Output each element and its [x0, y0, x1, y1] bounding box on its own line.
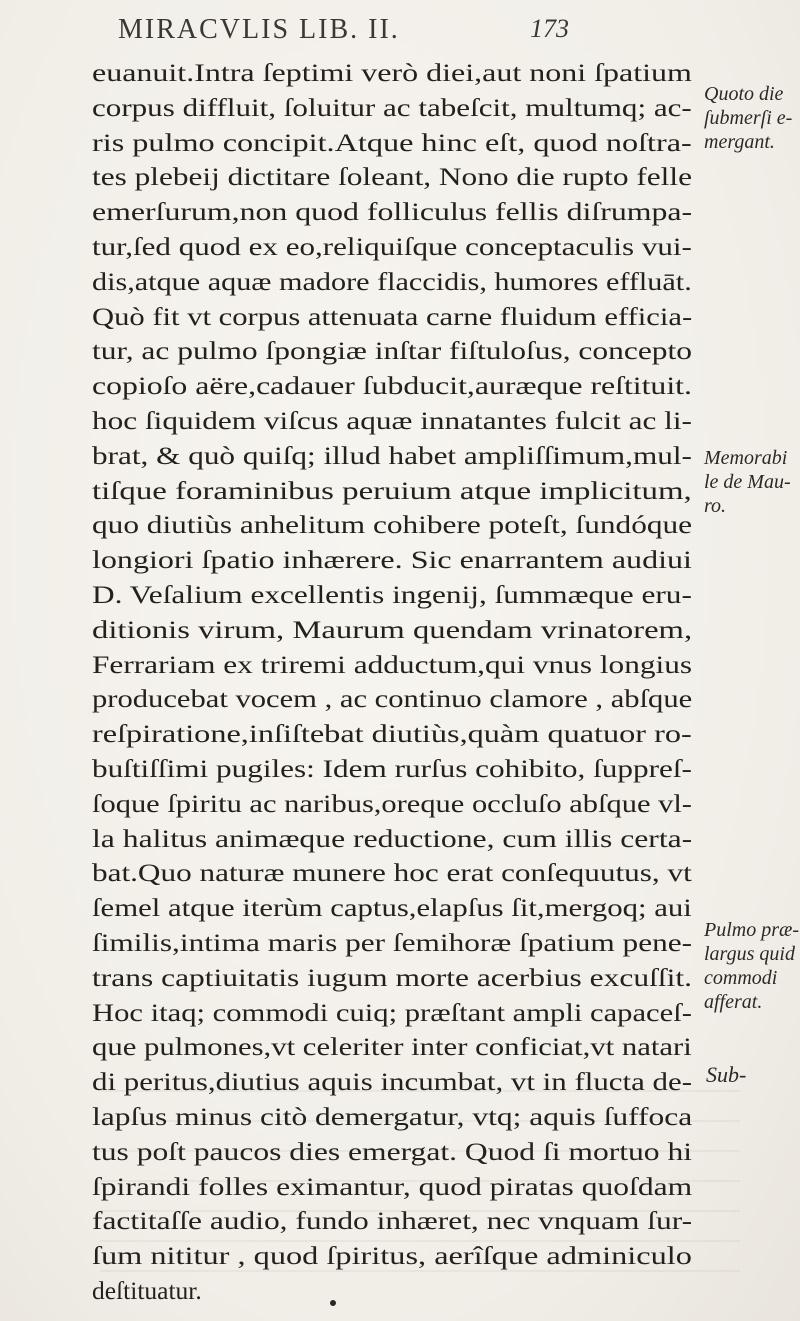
text-line [92, 160, 692, 195]
text-line [92, 717, 692, 752]
text-line-content: buſtiſſimi pugiles: Idem rurſus cohibito, ſuppreſ- [92, 753, 692, 783]
text-line-content: emerſurum,non quod folliculus fellis diſrumpa- [92, 197, 693, 227]
text-line [92, 56, 692, 91]
text-line-content: bat.Quo naturæ munere hoc erat conſequutus, vt [92, 858, 692, 888]
body-text [92, 56, 692, 1309]
ink-speck [330, 1300, 336, 1306]
text-line [92, 613, 692, 648]
marginal-note-submersi [704, 82, 800, 154]
catchword: Sub- [706, 1062, 747, 1087]
text-line [92, 474, 692, 509]
text-line [92, 508, 692, 543]
text-line-content: la halitus animæque reductione, cum illis certa- [92, 823, 693, 853]
text-line-content: tus poſt paucos dies emergat. Quod ſi mortuo hi [92, 1136, 693, 1166]
text-line [92, 1170, 692, 1205]
text-line-content: trans captiuitatis iugum morte acerbius excuſſit. [92, 962, 692, 992]
text-line-content: D. Veſalium excellentis ingenij, ſummæque eru- [92, 579, 692, 609]
marginal-note-line: Quoto die [704, 83, 784, 105]
text-line [92, 334, 692, 369]
text-line-content: di peritus,diutius aquis incumbat, vt in flucta de- [92, 1067, 692, 1097]
text-line [92, 1065, 692, 1100]
text-line-content: producebat vocem , ac continuo clamore , abſque [92, 684, 693, 714]
text-line-content: ſimilis,intima maris per ſemihoræ ſpatium pene- [92, 927, 693, 957]
text-line [92, 578, 692, 613]
text-line [92, 891, 692, 926]
marginal-note-line: mergant. [704, 131, 775, 153]
text-line [92, 822, 692, 857]
text-line [92, 300, 692, 335]
marginal-note-line: afferat. [704, 991, 763, 1013]
text-line [92, 926, 692, 961]
text-line [92, 91, 692, 126]
marginal-note-pulmo [704, 918, 800, 1014]
marginal-note-line: largus quid [704, 943, 795, 965]
text-line [92, 682, 692, 717]
text-line-content: Hoc itaq; commodi cuiq; præſtant ampli capaceſ- [92, 997, 692, 1027]
marginal-note-line: ro. [704, 495, 727, 517]
marginal-note-line: le de Mau- [704, 471, 791, 493]
text-line [92, 1204, 692, 1239]
text-line-content: longiori ſpatio inhærere. Sic enarrantem audiui [92, 545, 692, 575]
text-line [92, 265, 692, 300]
text-line-content: Ferrariam ex triremi adductum,qui vnus longius [92, 649, 693, 679]
text-line-content: que pulmones,vt celeriter inter conficiat,vt natari [92, 1032, 692, 1062]
text-line [92, 1135, 692, 1170]
text-line [92, 369, 692, 404]
text-line [92, 856, 692, 891]
text-line-content: tur, ac pulmo ſpongiæ inſtar fiſtuloſus, concepto [92, 336, 693, 366]
text-line [92, 996, 692, 1031]
text-line-content: ſoque ſpiritu ac naribus,oreque occluſo abſque vl- [92, 788, 692, 818]
page-number: 173 [530, 14, 569, 43]
text-line-content: dis,atque aquæ madore flaccidis, humores effluāt. [92, 266, 692, 296]
marginal-note-line: Pulmo præ- [704, 919, 799, 941]
text-line-content: ſum nititur , quod ſpiritus, aerîſque adminiculo [92, 1241, 692, 1271]
text-line [92, 543, 692, 578]
text-line-content: reſpiratione,inſiſtebat diutiùs,quàm quatuor ro- [92, 719, 692, 749]
text-line [92, 404, 692, 439]
marginal-note-mauro [704, 446, 800, 518]
text-line-content: factitaſſe audio, fundo inhæret, nec vnquam ſur- [92, 1206, 693, 1236]
text-line-content: Quò fit vt corpus attenuata carne fluidum efficia- [92, 301, 693, 331]
text-line [92, 752, 692, 787]
text-line [92, 648, 692, 683]
text-line-content: brat, & quò quiſq; illud habet ampliſſimum,mul- [92, 440, 692, 470]
text-line-content: ditionis virum, Maurum quendam vrinatorem, [92, 614, 693, 644]
marginal-note-line: commodi [704, 967, 778, 989]
text-line [92, 961, 692, 996]
text-line-content: lapſus minus citò demergatur, vtq; aquis ſuffoca [92, 1101, 693, 1131]
running-title: MIRACVLIS LIB. II. [118, 14, 400, 45]
text-line-content: ris pulmo concipit.Atque hinc eſt, quod noſtra- [92, 127, 692, 157]
text-line [92, 787, 692, 822]
text-line [92, 439, 692, 474]
text-line-content: copioſo aëre,cadauer ſubducit,auræque reſtituit. [92, 371, 692, 401]
text-line-content: deſtituatur. [92, 1275, 202, 1305]
text-line-content: quo diutiùs anhelitum cohibere poteſt, ſundóque [92, 510, 693, 540]
text-line-content: hoc ſiquidem viſcus aquæ innatantes fulcit ac li- [92, 405, 692, 435]
text-line-content: ſemel atque iterùm captus,elapſus ſit,mergoq; aui [92, 893, 692, 923]
text-line-content: corpus diffluit, ſoluitur ac tabeſcit, multumq; ac- [92, 92, 692, 122]
text-line [92, 195, 692, 230]
text-line [92, 1030, 692, 1065]
text-line-content: tur,ſed quod ex eo,reliquiſque conceptaculis vui- [92, 231, 692, 261]
text-line-content: ſpirandi folles eximantur, quod piratas quoſdam [92, 1171, 693, 1201]
text-line-content: tiſque foraminibus peruium atque implicitum, [92, 475, 692, 505]
text-line-content: euanuit.Intra ſeptimi verò diei,aut noni ſpatium [92, 58, 692, 87]
text-line [92, 1274, 692, 1309]
marginal-note-line: Memorabi [704, 447, 788, 469]
text-line [92, 126, 692, 161]
text-line [92, 1100, 692, 1135]
marginal-note-line: ſubmerſi e- [704, 107, 793, 129]
text-line [92, 230, 692, 265]
text-line [92, 1239, 692, 1274]
text-line-content: tes plebeij dictitare ſoleant, Nono die rupto felle [92, 162, 692, 192]
